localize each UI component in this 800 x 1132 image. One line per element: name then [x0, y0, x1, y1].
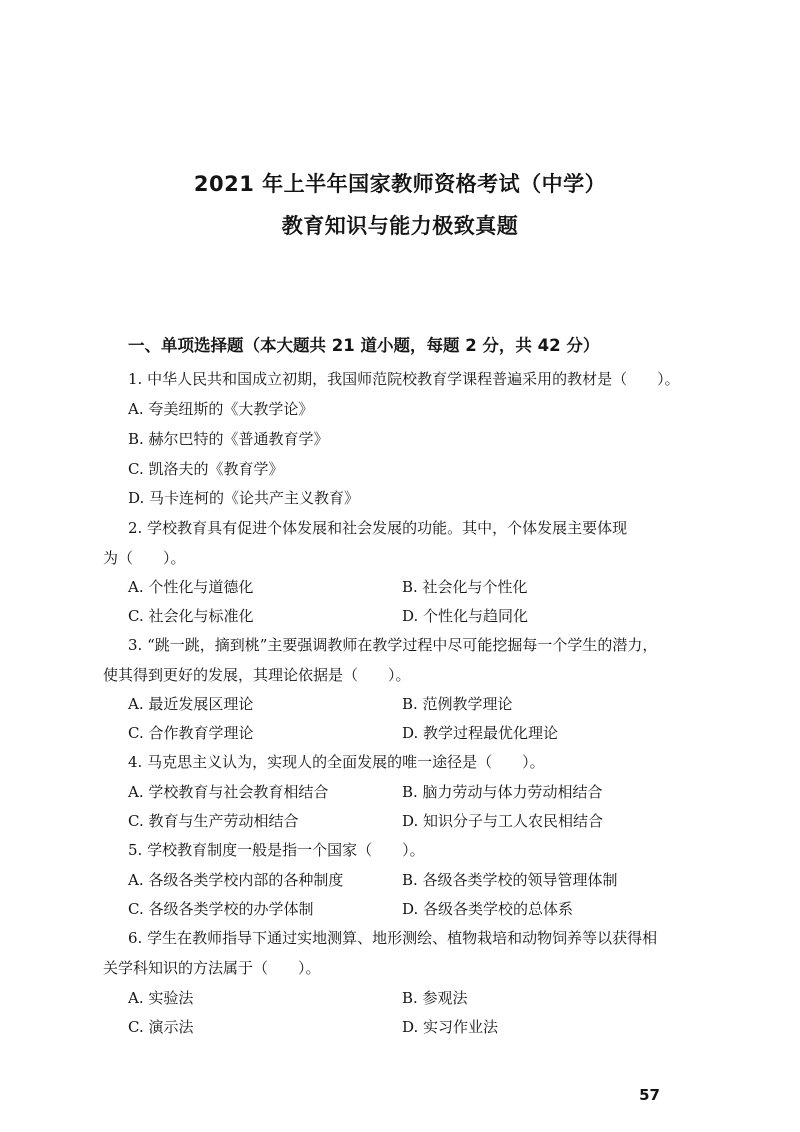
option-b: B. 参观法 — [402, 989, 468, 1007]
option-a: A. 实验法 — [128, 989, 194, 1007]
option-a: A. 最近发展区理论 — [128, 695, 254, 713]
question-stem: 2. 学校教育具有促进个体发展和社会发展的功能。其中，个体发展主要体现 — [128, 519, 628, 537]
option-b: B. 赫尔巴特的《普通教育学》 — [128, 430, 329, 448]
question-stem: 6. 学生在教师指导下通过实地测算、地形测绘、植物栽培和动物饲养等以获得相 — [128, 929, 658, 947]
document-subtitle: 教育知识与能力极致真题 — [281, 214, 519, 238]
option-a: A. 夸美纽斯的《大教学论》 — [128, 400, 314, 418]
option-b: B. 各级各类学校的领导管理体制 — [402, 871, 618, 889]
question-stem: 4. 马克思主义认为，实现人的全面发展的唯一途径是（ ）。 — [128, 753, 545, 771]
option-a: A. 学校教育与社会教育相结合 — [128, 783, 329, 801]
option-d: D. 各级各类学校的总体系 — [402, 900, 574, 918]
option-d: D. 实习作业法 — [402, 1018, 499, 1036]
option-b: B. 脑力劳动与体力劳动相结合 — [402, 783, 603, 801]
question-stem: 5. 学校教育制度一般是指一个国家（ ）。 — [128, 841, 425, 859]
option-a: A. 各级各类学校内部的各种制度 — [128, 871, 344, 889]
question-stem: 3. “跳一跳，摘到桃”主要强调教师在教学过程中尽可能挖掘每一个学生的潜力， — [128, 636, 658, 654]
option-d: D. 个性化与趋同化 — [402, 607, 529, 625]
option-b: B. 社会化与个性化 — [402, 578, 528, 596]
page-number: 57 — [639, 1086, 660, 1104]
question-stem-continued: 为（ ）。 — [103, 549, 186, 567]
option-d: D. 马卡连柯的《论共产主义教育》 — [128, 489, 360, 507]
option-b: B. 范例教学理论 — [402, 695, 513, 713]
option-d: D. 教学过程最优化理论 — [402, 724, 559, 742]
question-stem: 1. 中华人民共和国成立初期，我国师范院校教育学课程普遍采用的教材是（ ）。 — [128, 370, 680, 388]
option-a: A. 个性化与道德化 — [128, 578, 254, 596]
option-c: C. 各级各类学校的办学体制 — [128, 900, 314, 918]
option-c: C. 合作教育学理论 — [128, 724, 254, 742]
option-c: C. 演示法 — [128, 1018, 194, 1036]
option-d: D. 知识分子与工人农民相结合 — [402, 812, 604, 830]
option-c: C. 社会化与标准化 — [128, 607, 254, 625]
document-title: 2021 年上半年国家教师资格考试（中学） — [193, 172, 607, 196]
question-stem-continued: 关学科知识的方法属于（ ）。 — [103, 959, 321, 977]
option-c: C. 凯洛夫的《教育学》 — [128, 460, 284, 478]
question-stem-continued: 使其得到更好的发展，其理论依据是（ ）。 — [103, 666, 411, 684]
section-heading: 一、单项选择题（本大题共 21 道小题，每题 2 分，共 42 分） — [128, 336, 600, 355]
option-c: C. 教育与生产劳动相结合 — [128, 812, 299, 830]
